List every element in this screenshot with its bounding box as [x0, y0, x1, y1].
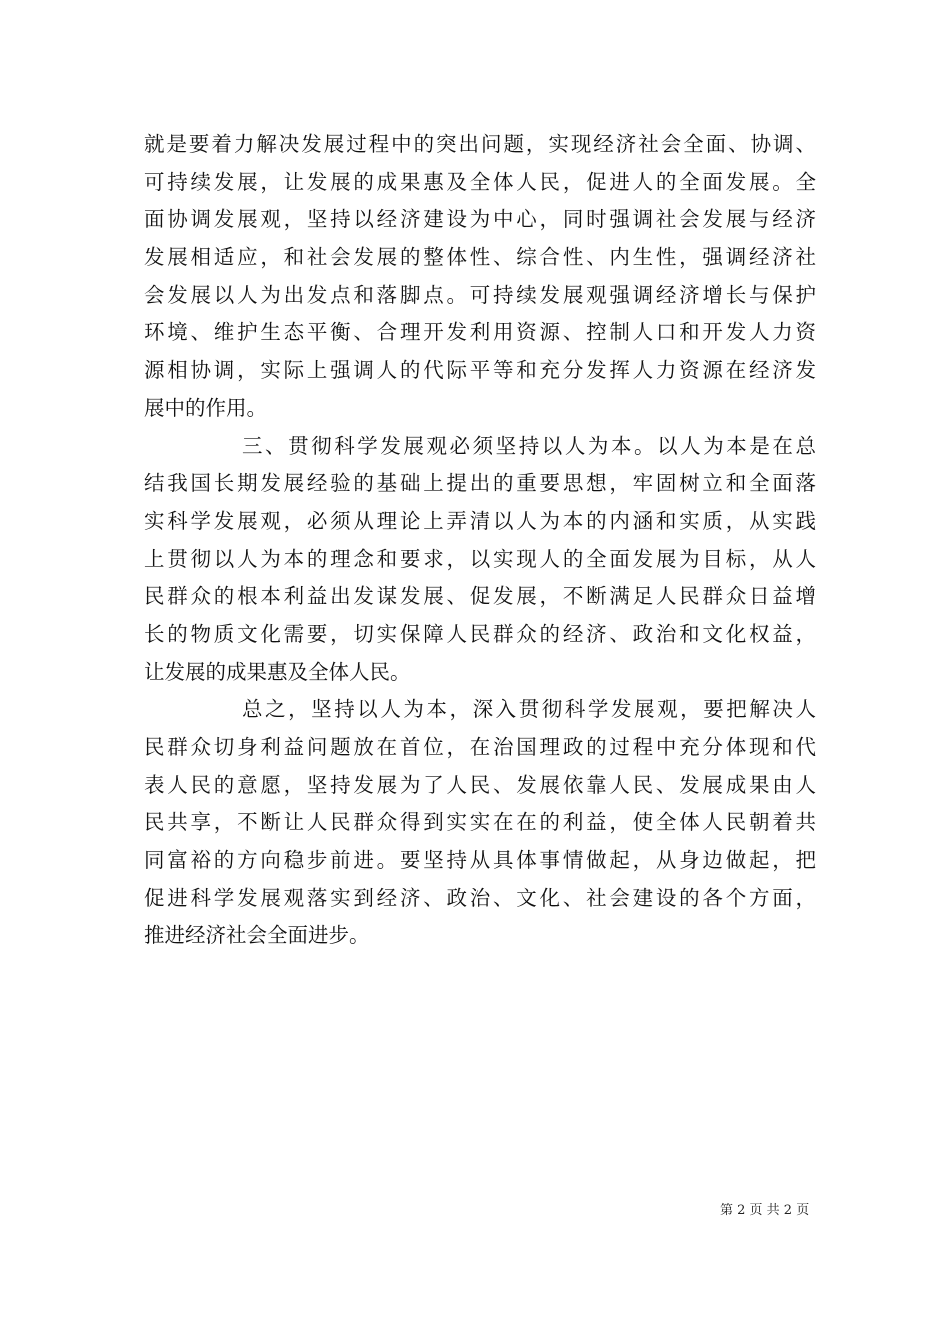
document-body: [144, 126, 816, 955]
paragraph-line: 上贯彻以人为本的理念和要求，以实现人的全面发展为目标，从人: [144, 546, 816, 571]
paragraph-3: [144, 691, 816, 955]
paragraph-line: 面协调发展观，坚持以经济建设为中心，同时强调社会发展与经济: [144, 207, 816, 232]
paragraph-line: 同富裕的方向稳步前进。要坚持从具体事情做起，从身边做起，把: [144, 848, 816, 873]
paragraph-line: 展中的作用。: [144, 395, 267, 420]
paragraph-line: 三、贯彻科学发展观必须坚持以人为本。以人为本是在总: [242, 433, 816, 458]
paragraph-line: 源相协调，实际上强调人的代际平等和充分发挥人力资源在经济发: [144, 358, 816, 383]
paragraph-line: 结我国长期发展经验的基础上提出的重要思想，牢固树立和全面落: [144, 471, 816, 496]
paragraph-line: 推进经济社会全面进步。: [144, 923, 370, 948]
paragraph-line: 就是要着力解决发展过程中的突出问题，实现经济社会全面、协调、: [144, 132, 816, 156]
paragraph-line: 民群众的根本利益出发谋发展、促发展，不断满足人民群众日益增: [144, 584, 816, 609]
paragraph-line: 表人民的意愿，坚持发展为了人民、发展依靠人民、发展成果由人: [144, 772, 816, 797]
paragraph-2: [144, 428, 816, 692]
paragraph-line: 长的物质文化需要，切实保障人民群众的经济、政治和文化权益，: [144, 621, 816, 646]
paragraph-line: 可持续发展，让发展的成果惠及全体人民，促进人的全面发展。全: [144, 169, 816, 194]
paragraph-line: 让发展的成果惠及全体人民。: [144, 659, 411, 684]
paragraph-line: 总之，坚持以人为本，深入贯彻科学发展观，要把解决人: [242, 697, 816, 722]
paragraph-line: 环境、维护生态平衡、合理开发利用资源、控制人口和开发人力资: [144, 320, 816, 345]
paragraph-line: 会发展以人为出发点和落脚点。可持续发展观强调经济增长与保护: [144, 282, 816, 307]
paragraph-1: [144, 126, 816, 428]
paragraph-line: 民共享，不断让人民群众得到实实在在的利益，使全体人民朝着共: [144, 810, 816, 835]
page-number-footer: 第 2 页 共 2 页: [720, 1203, 810, 1218]
paragraph-line: 民群众切身利益问题放在首位，在治国理政的过程中充分体现和代: [144, 735, 816, 759]
paragraph-line: 促进科学发展观落实到经济、政治、文化、社会建设的各个方面，: [144, 885, 816, 910]
paragraph-line: 实科学发展观，必须从理论上弄清以人为本的内涵和实质，从实践: [144, 508, 816, 533]
paragraph-line: 发展相适应，和社会发展的整体性、综合性、内生性，强调经济社: [144, 245, 816, 270]
